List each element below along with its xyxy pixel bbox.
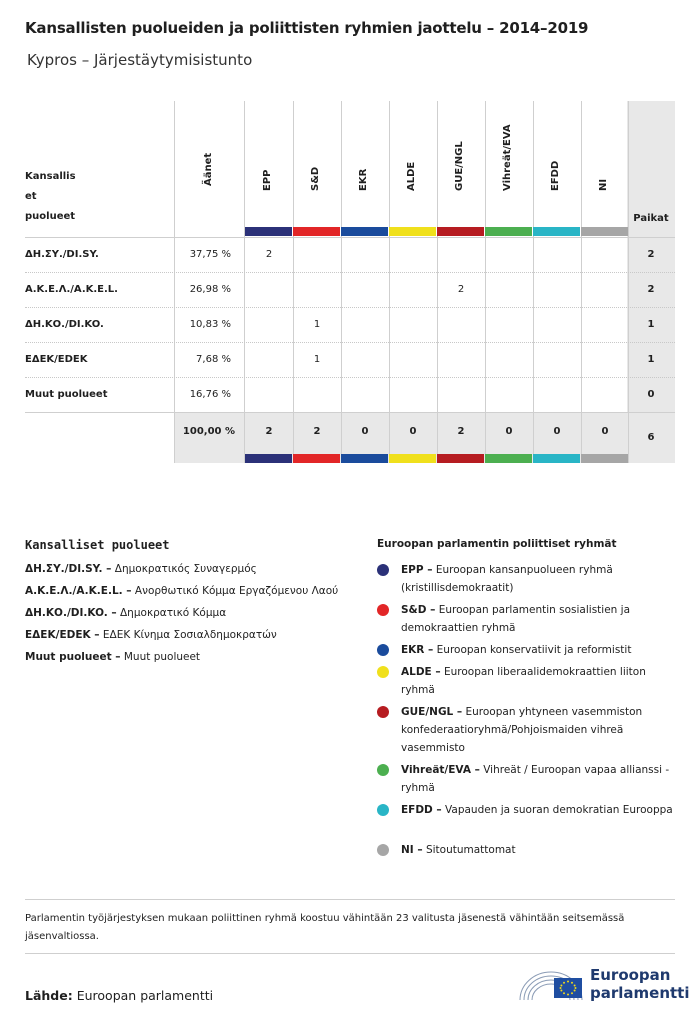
group-color-bar — [389, 227, 436, 236]
group-header-label: NI — [598, 178, 609, 191]
national-party-legend-item — [25, 629, 277, 641]
group-header-label: EPP — [262, 169, 273, 191]
legend-name: Euroopan liberaalidemokraattien liiton ryhmä — [401, 666, 646, 696]
total-seat-cell: 0 — [409, 426, 417, 437]
totals-divider — [25, 412, 675, 413]
total-seats: 6 — [647, 432, 655, 443]
party-name: Muut puolueet — [25, 389, 108, 400]
total-seat-cell: 0 — [505, 426, 513, 437]
european-parliament-logo — [516, 964, 690, 1006]
total-seat-cell: 2 — [457, 426, 465, 437]
group-legend-item — [377, 841, 677, 859]
seats-value: 1 — [647, 319, 655, 330]
total-seat-cell: 2 — [265, 426, 273, 437]
row-divider — [25, 377, 675, 379]
legend-name: Ανορθωτικό Κόμμα Εργαζόμενου Λαού — [134, 585, 339, 597]
votes-value: 26,98 % — [189, 284, 231, 295]
legend-text — [401, 641, 677, 659]
legend-name: Vapauden ja suoran demokratian Eurooppa — [445, 804, 673, 816]
national-parties-legend-title: Kansalliset puolueet — [25, 538, 170, 552]
legend-text — [401, 601, 677, 637]
legend-name: ΕΔΕΚ Κίνημα Σοσιαλδημοκρατών — [102, 629, 277, 641]
legend-text — [401, 801, 677, 819]
group-header-ekr — [341, 111, 389, 231]
group-legend-item — [377, 641, 677, 659]
national-party-legend-item — [25, 607, 226, 619]
legend-abbr: ΔΗ.ΣΥ./DI.SY. – — [25, 563, 112, 575]
legend-name: Muut puolueet — [123, 651, 201, 663]
group-header-label: EKR — [358, 168, 369, 191]
group-color-dot-icon — [377, 804, 389, 816]
groups-legend-title: Euroopan parlamentin poliittiset ryhmät — [377, 538, 617, 550]
group-color-bar — [293, 227, 340, 236]
group-color-bar — [437, 227, 484, 236]
divider — [25, 899, 675, 900]
legend-name: Δημοκρατικό Κόμμα — [120, 607, 227, 619]
seats-value: 1 — [647, 354, 655, 365]
legend-name: Δημοκρατικός Συναγερμός — [114, 563, 257, 575]
party-name: ΕΔΕΚ/EDEK — [25, 354, 88, 365]
legend-name: Euroopan yhtyneen vasemmiston konfederaatioryhmä/Pohjoismaiden vihreä vasemmisto — [401, 706, 643, 754]
legend-abbr: GUE/NGL – — [401, 706, 463, 718]
group-color-bar — [533, 454, 580, 463]
legend-text — [401, 703, 677, 757]
seats-column-header: Paikat — [633, 213, 669, 224]
legend-abbr: NI – — [401, 844, 423, 856]
legend-abbr: ΕΔΕΚ/EDEK – — [25, 629, 100, 641]
page-subtitle: Kypros – Järjestäytymisistunto — [27, 51, 253, 69]
group-color-dot-icon — [377, 764, 389, 776]
source-value: Euroopan parlamentti — [76, 988, 214, 1003]
group-header-label: S&D — [310, 166, 321, 191]
national-party-legend-item — [25, 563, 257, 575]
seat-cell: 1 — [313, 319, 321, 330]
seats-value: 2 — [647, 284, 655, 295]
group-color-dot-icon — [377, 666, 389, 678]
legend-text — [401, 663, 677, 699]
source-line — [25, 988, 213, 1003]
total-seat-cell: 0 — [553, 426, 561, 437]
party-name: ΔΗ.ΣΥ./DI.SY. — [25, 249, 99, 260]
group-color-bar — [293, 454, 340, 463]
group-color-bar — [581, 227, 628, 236]
legend-abbr: Α.Κ.Ε.Λ./A.K.E.L. – — [25, 585, 132, 597]
group-legend-item — [377, 663, 677, 699]
national-party-legend-item — [25, 651, 200, 663]
group-color-dot-icon — [377, 564, 389, 576]
group-color-bar — [389, 454, 436, 463]
seats-value: 0 — [647, 389, 655, 400]
group-header-label: EFDD — [550, 160, 561, 191]
group-legend-item — [377, 703, 677, 757]
legend-name: Sitoutumattomat — [425, 844, 516, 856]
group-color-bar — [341, 227, 388, 236]
group-color-dot-icon — [377, 844, 389, 856]
seat-cell: 2 — [457, 284, 465, 295]
legend-text — [401, 561, 677, 597]
votes-value: 10,83 % — [189, 319, 231, 330]
group-color-bar — [485, 454, 532, 463]
parliament-hemicycle-icon — [516, 964, 586, 1006]
group-color-bar — [581, 454, 628, 463]
group-header-efdd — [533, 111, 581, 231]
footnote: Parlamentin työjärjestyksen mukaan poliittinen ryhmä koostuu vähintään 23 valitusta jäsenestä vähintään seitsemässä jäsenvaltiossa. — [25, 913, 625, 942]
legend-abbr: S&D – — [401, 604, 436, 616]
total-seat-cell: 0 — [601, 426, 609, 437]
legend-name: Vihreät / Euroopan vapaa allianssi -ryhmä — [401, 764, 670, 794]
total-seat-cell: 0 — [361, 426, 369, 437]
group-header-alde — [389, 111, 437, 231]
grid-line — [174, 101, 175, 463]
legend-name: Euroopan parlamentin sosialistien ja demokraattien ryhmä — [401, 604, 630, 634]
group-color-dot-icon — [377, 706, 389, 718]
group-header-ni — [581, 111, 629, 231]
total-votes: 100,00 % — [182, 426, 235, 437]
party-column-header: Kansallis et puolueet — [25, 171, 76, 222]
legend-abbr: EPP – — [401, 564, 433, 576]
group-color-bar — [341, 454, 388, 463]
party-name: Α.Κ.Ε.Λ./A.K.E.L. — [25, 284, 118, 295]
party-name: ΔΗ.ΚΟ./DI.KO. — [25, 319, 104, 330]
row-divider — [25, 272, 675, 274]
seat-cell: 1 — [313, 354, 321, 365]
group-header-label: ALDE — [406, 161, 417, 191]
group-header-label: Vihreät/EVA — [502, 124, 513, 191]
group-header-vihreteva — [485, 111, 533, 231]
legend-abbr: EFDD – — [401, 804, 442, 816]
seats-value: 2 — [647, 249, 655, 260]
group-color-dot-icon — [377, 604, 389, 616]
group-header-guengl — [437, 111, 485, 231]
row-divider — [25, 307, 675, 309]
legend-abbr: EKR – — [401, 644, 434, 656]
legend-name: Euroopan kansanpuolueen ryhmä (kristillisdemokraatit) — [401, 564, 613, 594]
legend-text — [401, 761, 677, 797]
group-color-dot-icon — [377, 644, 389, 656]
legend-name: Euroopan konservatiivit ja reformistit — [436, 644, 632, 656]
group-legend-item — [377, 761, 677, 797]
legend-text — [401, 841, 677, 859]
group-color-bar — [533, 227, 580, 236]
seat-cell: 2 — [265, 249, 273, 260]
legend-abbr: Vihreät/EVA – — [401, 764, 480, 776]
divider — [25, 953, 675, 954]
legend-abbr: ΔΗ.ΚΟ./DI.KO. – — [25, 607, 117, 619]
group-color-bar — [485, 227, 532, 236]
group-color-bar — [245, 454, 292, 463]
group-header-label: GUE/NGL — [454, 141, 465, 191]
legend-abbr: ALDE – — [401, 666, 441, 678]
votes-value: 7,68 % — [196, 354, 231, 365]
votes-column-header: Äänet — [203, 152, 214, 186]
group-color-bar — [437, 454, 484, 463]
seat-distribution-table — [25, 101, 675, 463]
seats-column-bg — [627, 101, 675, 463]
total-seat-cell: 2 — [313, 426, 321, 437]
header-divider — [25, 237, 675, 238]
votes-value: 37,75 % — [189, 249, 231, 260]
votes-value: 16,76 % — [189, 389, 231, 400]
group-header-sd — [293, 111, 341, 231]
page-title: Kansallisten puolueiden ja poliittisten ryhmien jaottelu – 2014–2019 — [25, 19, 589, 37]
source-label: Lähde: — [25, 988, 73, 1003]
group-legend-item — [377, 561, 677, 597]
group-color-bar — [245, 227, 292, 236]
group-legend-item — [377, 801, 677, 819]
national-party-legend-item — [25, 585, 338, 597]
group-header-epp — [245, 111, 293, 231]
legend-abbr: Muut puolueet – — [25, 651, 121, 663]
row-divider — [25, 342, 675, 344]
group-legend-item — [377, 601, 677, 637]
logo-wordmark: Euroopan parlamentti — [590, 966, 690, 1002]
